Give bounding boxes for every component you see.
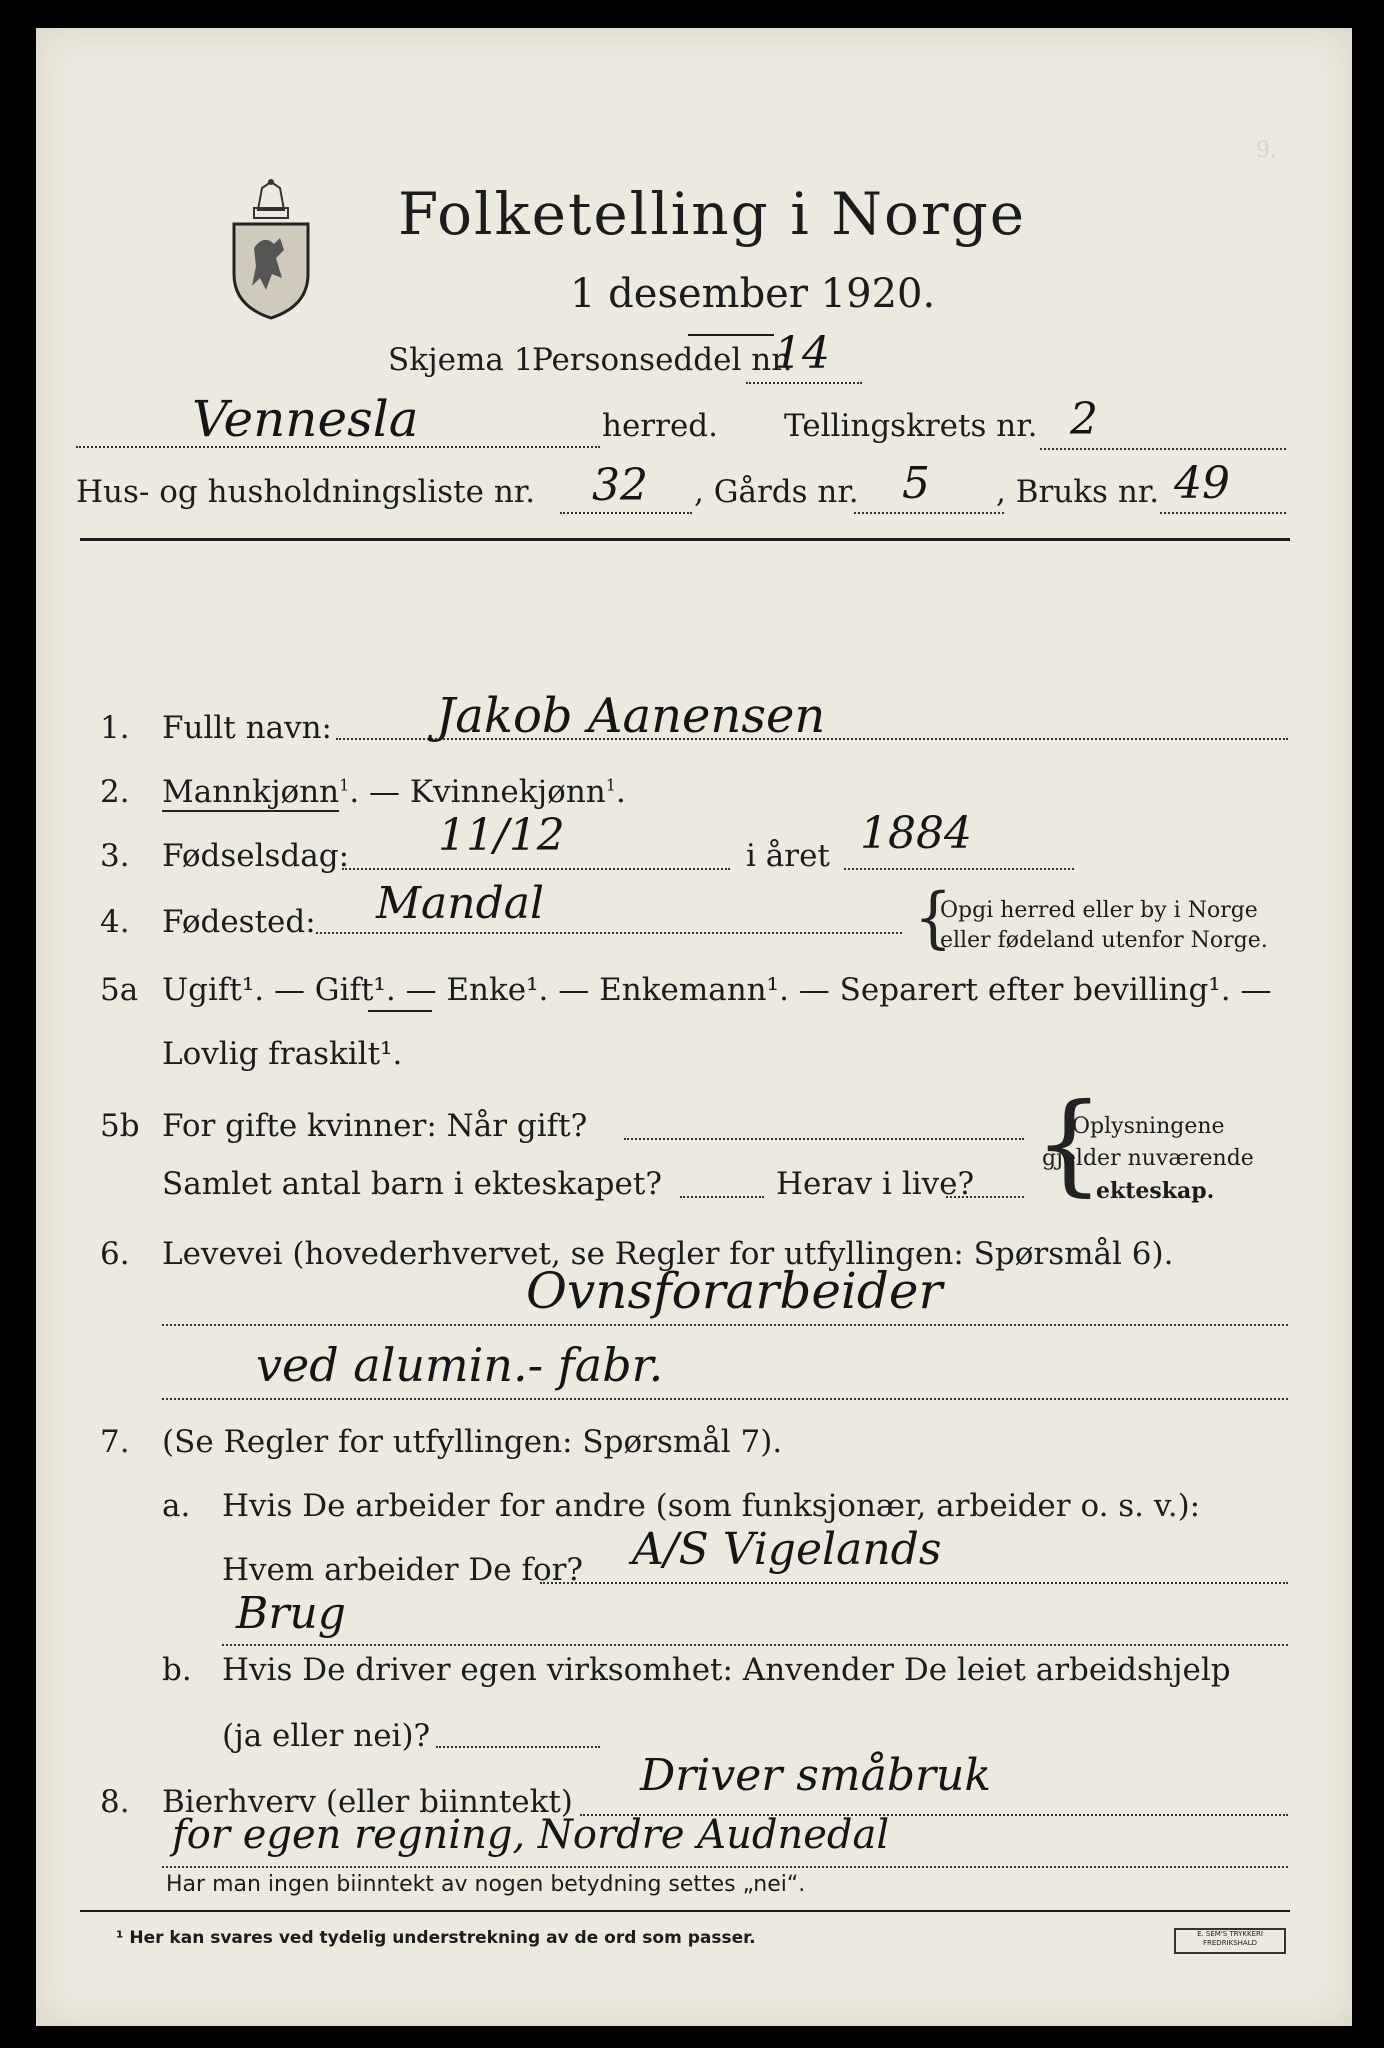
q5b-line-3 (946, 1196, 1024, 1198)
q8-number: 8. (100, 1784, 130, 1820)
tellingskrets-line (1040, 448, 1286, 450)
q3-line (342, 868, 730, 870)
q2-options: Mannkjønn$^1$. — Kvinnekjønn$^1$. (162, 774, 626, 810)
q3-number: 3. (100, 838, 130, 874)
tellingskrets-label: Tellingskrets nr. (784, 408, 1038, 444)
herred-label: herred. (602, 408, 718, 444)
section-divider (80, 538, 1290, 541)
gards-value: 5 (902, 458, 930, 509)
q5b-note-2: gjelder nuværende (1042, 1146, 1254, 1171)
bruks-line (1160, 512, 1286, 514)
personseddel-value: 14 (774, 328, 830, 379)
footnote: ¹ Her kan svares ved tydelig understrekning av de ord som passer. (116, 1928, 756, 1948)
q2-end: . (615, 774, 626, 810)
q5b-note-3: ekteskap. (1096, 1178, 1215, 1204)
q5a-options-2: Lovlig fraskilt¹. (162, 1036, 403, 1072)
gards-label: , Gårds nr. (694, 474, 859, 510)
gards-line (854, 512, 1004, 514)
q8-value-2: for egen regning, Nordre Audnedal (172, 1812, 890, 1858)
q7a-label: Hvis De arbeider for andre (som funksjonær, arbeider o. s. v.): (222, 1488, 1201, 1524)
q1-label: Fullt navn: (162, 710, 332, 746)
q4-value: Mandal (376, 878, 545, 929)
q3-value: 11/12 (438, 810, 565, 861)
footer-divider (80, 1910, 1290, 1912)
q3-year-label: i året (746, 838, 830, 874)
q8-value-1: Driver småbruk (640, 1750, 992, 1801)
bleed-through: 9. (1256, 138, 1277, 163)
q5b-line-1 (624, 1138, 1024, 1140)
printer-stamp: E. SEM'S TRYKKERI FREDRIKSHALD (1174, 1928, 1286, 1954)
q7a-line-1 (540, 1582, 1288, 1584)
q7-number: 7. (100, 1424, 130, 1460)
skjema-label: Skjema 1. (388, 342, 544, 378)
personseddel-label: Personseddel nr. (532, 342, 793, 378)
personseddel-line (746, 382, 862, 384)
q4-brace: { (914, 879, 953, 957)
census-form (36, 28, 1352, 2026)
q1-value: Jakob Aanensen (436, 688, 826, 744)
q8-line-2 (162, 1866, 1288, 1868)
hus-label: Hus- og husholdningsliste nr. (76, 474, 536, 510)
q5a-gift-underline (368, 1010, 432, 1012)
q2-sep: . — (349, 774, 410, 810)
q6-number: 6. (100, 1236, 130, 1272)
q3-year-line (844, 868, 1074, 870)
q7b-label: Hvis De driver egen virksomhet: Anvender De leiet arbeidshjelp (222, 1652, 1231, 1688)
form-title: Folketelling i Norge (398, 180, 1027, 248)
q8-note: Har man ingen biinntekt av nogen betydning settes „nei“. (166, 1872, 806, 1897)
q7a-value-1: A/S Vigelands (632, 1524, 942, 1575)
q5b-label-1: For gifte kvinner: Når gift? (162, 1108, 588, 1144)
q5b-note-1: Oplysningene (1072, 1114, 1225, 1139)
hus-line (560, 512, 692, 514)
q4-note-1: Opgi herred eller by i Norge (940, 898, 1258, 923)
q4-number: 4. (100, 904, 130, 940)
q3-label: Fødselsdag: (162, 838, 350, 874)
q6-value-1: Ovnsforarbeider (526, 1262, 943, 1320)
tellingskrets-value: 2 (1070, 394, 1098, 445)
q7a-line-2 (222, 1644, 1288, 1646)
form-date: 1 desember 1920. (570, 271, 936, 317)
q7b-question: (ja eller nei)? (222, 1718, 431, 1754)
coat-of-arms-icon (228, 178, 314, 320)
bruks-value: 49 (1174, 458, 1230, 509)
herred-value: Vennesla (192, 390, 419, 448)
q8-label: Bierhverv (eller biinntekt) (162, 1784, 573, 1820)
q5b-line-2 (680, 1196, 764, 1198)
q7-label: (Se Regler for utfyllingen: Spørsmål 7). (162, 1424, 783, 1460)
bruks-label: , Bruks nr. (996, 474, 1160, 510)
q6-label: Levevei (hovederhvervet, se Regler for utfyllingen: Spørsmål 6). (162, 1236, 1174, 1272)
q1-number: 1. (100, 710, 130, 746)
q5a-options: Ugift¹. — Gift¹. — Enke¹. — Enkemann¹. — Separert efter bevilling¹. — (162, 972, 1272, 1008)
q2-male: Mannkjønn (162, 774, 340, 810)
q5b-label-2: Samlet antal barn i ekteskapet? (162, 1166, 662, 1202)
q4-label: Fødested: (162, 904, 316, 940)
q6-line-2 (162, 1398, 1288, 1400)
q5b-number: 5b (100, 1108, 140, 1144)
q7a-question: Hvem arbeider De for? (222, 1552, 584, 1588)
q7b-number: b. (162, 1652, 192, 1688)
q2-number: 2. (100, 774, 130, 810)
title-divider (688, 334, 774, 336)
q5b-brace: { (1034, 1079, 1104, 1207)
q4-note-2: eller fødeland utenfor Norge. (940, 928, 1268, 953)
q5b-label-3: Herav i live? (776, 1166, 975, 1202)
q3-year-value: 1884 (860, 808, 972, 859)
q7a-value-2: Brug (236, 1588, 346, 1639)
q4-line (316, 932, 902, 934)
q2-female: Kvinnekjønn (409, 774, 606, 810)
hus-value: 32 (592, 460, 648, 511)
q6-line-1 (162, 1324, 1288, 1326)
q7a-number: a. (162, 1488, 191, 1524)
q5a-number: 5a (100, 972, 139, 1008)
q7b-line (436, 1746, 600, 1748)
q6-value-2: ved alumin.- fabr. (256, 1338, 664, 1392)
